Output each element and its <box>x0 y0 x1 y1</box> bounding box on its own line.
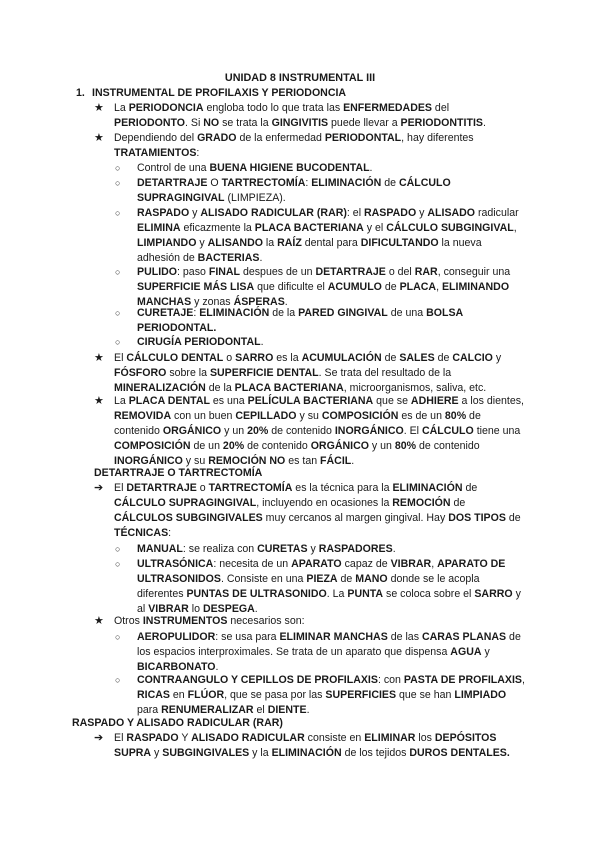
text-run: y <box>189 207 201 219</box>
bold-text-run: ALISADO <box>427 207 476 219</box>
bold-text-run: RICAS <box>137 689 170 701</box>
text-run: y <box>416 207 428 219</box>
text-run: . <box>215 661 219 673</box>
sub-item-text <box>137 206 525 266</box>
bold-text-run: SUPERFICIES <box>325 689 397 701</box>
text-run: es una <box>209 395 248 407</box>
sub-item-text <box>137 673 525 718</box>
circle-bullet-icon: ○ <box>115 208 121 218</box>
bold-text-run: BUENA HIGIENE BUCODENTAL <box>209 162 370 174</box>
text-run: . <box>392 543 396 555</box>
text-run: de una <box>387 307 427 319</box>
bold-text-run: ELIMINACIÓN <box>199 307 270 319</box>
text-run: y su <box>296 410 322 422</box>
text-run: sobre la <box>166 367 210 379</box>
paragraph-text <box>114 481 524 541</box>
text-run: que dificulte el <box>254 281 328 293</box>
bold-text-run: INSTRUMENTOS <box>142 615 228 627</box>
bold-text-run: PLACA DENTAL <box>128 395 210 407</box>
paragraph-text <box>114 351 524 396</box>
text-run: . <box>260 336 264 348</box>
text-run: y <box>196 237 208 249</box>
text-run: y <box>307 543 319 555</box>
text-run: necesarios son: <box>227 615 305 627</box>
bold-text-run: TÉCNICAS <box>114 527 169 539</box>
bold-text-run: SUPERFICIE MÁS LISA <box>137 281 255 293</box>
text-run: dental para <box>301 237 361 249</box>
text-run: . <box>306 704 310 716</box>
text-run: O <box>207 177 222 189</box>
bold-text-run: CÁLCULOS SUBGINGIVALES <box>114 512 263 524</box>
text-run: de la <box>205 382 235 394</box>
bold-text-run: APARATO <box>291 558 342 570</box>
bold-text-run: PELÍCULA BACTERIANA <box>247 395 374 407</box>
bold-text-run: CÁLCULO SUPRAGINGIVAL <box>114 497 257 509</box>
star-bullet-icon: ★ <box>94 615 104 627</box>
bold-text-run: 80% <box>444 410 467 422</box>
star-bullet-icon: ★ <box>94 395 104 407</box>
bold-text-run: PUNTAS DE ULTRASONIDO <box>186 588 327 600</box>
text-run: y al <box>137 588 521 615</box>
text-run: , <box>521 674 525 686</box>
text-run: consiste en <box>304 732 365 744</box>
bold-text-run: BACTERIAS <box>197 252 260 264</box>
bold-text-run: LIMPIADO <box>454 689 507 701</box>
bold-text-run: DEPÓSITOS SUPRA <box>114 732 497 759</box>
bold-text-run: ENFERMEDADES <box>343 102 432 114</box>
arrow-bullet-icon: ➔ <box>94 732 104 744</box>
text-run: . La <box>326 588 348 600</box>
arrow-item-raspado <box>94 731 524 761</box>
section-number: 1. <box>76 87 85 99</box>
bold-text-run: DIENTE <box>267 704 307 716</box>
bold-text-run: MANUAL <box>137 543 183 555</box>
text-run: Dependiendo del <box>114 132 198 144</box>
bold-text-run: 20% <box>222 440 245 452</box>
text-run: (LIMPIEZA). <box>224 192 286 204</box>
text-run: , incluyendo en ocasiones la <box>256 497 393 509</box>
text-run: : necesita de un <box>213 558 292 570</box>
document-title: UNIDAD 8 INSTRUMENTAL III <box>224 72 376 84</box>
text-run: : paso <box>177 266 209 278</box>
sub-bullet-cirugia <box>115 335 525 350</box>
bold-text-run: CALCIO <box>452 352 493 364</box>
bold-text-run: AGUA <box>450 646 482 658</box>
bold-text-run: VIBRAR <box>390 558 432 570</box>
paragraph-text <box>114 131 524 161</box>
bold-text-run: RASPADO <box>126 732 179 744</box>
bold-text-run: PERIODONCIA <box>128 102 204 114</box>
text-run: lo <box>188 603 203 615</box>
section-heading-1 <box>76 86 346 101</box>
sub-bullet-contraangulo <box>115 673 525 718</box>
bold-text-run: CIRUGÍA PERIODONTAL <box>137 336 261 348</box>
text-run: Y <box>178 732 192 744</box>
bold-text-run: FÓSFORO <box>114 367 167 379</box>
section-heading-text: INSTRUMENTAL DE PROFILAXIS Y PERIODONCIA <box>92 87 347 99</box>
text-run: : con <box>377 674 404 686</box>
text-run: de contenido <box>268 425 335 437</box>
sub-item-text <box>137 335 525 350</box>
bold-text-run: 80% <box>394 440 417 452</box>
bold-text-run: BOLSA PERIODONTAL. <box>137 307 463 334</box>
text-run: y el <box>363 222 387 234</box>
text-run: : <box>168 527 172 539</box>
bold-text-run: CÁLCULO SUPRAGINGIVAL <box>137 177 451 204</box>
bold-text-run: CÁLCULO SUBGINGIVAL <box>386 222 514 234</box>
bold-text-run: PIEZA <box>306 573 338 585</box>
text-run: La <box>114 395 129 407</box>
text-run: y zonas <box>191 296 234 308</box>
sub-item-text <box>137 161 525 176</box>
bold-text-run: RENUMERALIZAR <box>161 704 254 716</box>
bold-text-run: INORGÁNICO <box>334 425 404 437</box>
text-run: del <box>431 102 450 114</box>
text-run: puede llevar a <box>328 117 401 129</box>
text-run: es la técnica para la <box>292 482 393 494</box>
circle-bullet-icon: ○ <box>115 632 121 642</box>
text-run: de <box>505 512 521 524</box>
bold-text-run: CONTRAANGULO Y CEPILLOS DE PROFILAXIS <box>137 674 378 686</box>
sub-bullet-pulido <box>115 265 525 310</box>
paragraph-text <box>114 731 524 761</box>
text-run: se coloca sobre el <box>383 588 475 600</box>
text-run: . <box>259 252 263 264</box>
text-run: . <box>369 162 373 174</box>
text-run: de los tejidos <box>341 747 410 759</box>
text-run: la nueva adhesión de <box>137 237 482 264</box>
text-run: con un buen <box>171 410 236 422</box>
bold-text-run: COMPOSICIÓN <box>114 440 191 452</box>
circle-bullet-icon: ○ <box>115 308 121 318</box>
bold-text-run: FÁCIL <box>320 455 352 467</box>
subheading-raspado: RASPADO Y ALISADO RADICULAR (RAR) <box>72 717 283 729</box>
sub-item-text <box>137 176 525 206</box>
bold-text-run: PASTA DE PROFILAXIS <box>403 674 522 686</box>
bold-text-run: ORGÁNICO <box>310 440 369 452</box>
bold-text-run: ELIMINACIÓN <box>271 747 342 759</box>
arrow-item-detartraje <box>94 481 524 541</box>
text-run: y <box>151 747 163 759</box>
bold-text-run: SALES <box>399 352 435 364</box>
bold-text-run: PERIODONTITIS <box>400 117 483 129</box>
paragraph-text <box>114 614 524 629</box>
bold-text-run: FINAL <box>208 266 241 278</box>
text-run: de <box>450 497 466 509</box>
bold-text-run: 20% <box>247 425 269 437</box>
text-run: . <box>284 296 288 308</box>
text-run: de la <box>269 307 299 319</box>
text-run: la <box>262 237 278 249</box>
text-run: . Si <box>185 117 204 129</box>
bold-text-run: BICARBONATO <box>137 661 216 673</box>
bold-text-run: AEROPULIDOR <box>137 631 216 643</box>
bold-text-run: ADHIERE <box>410 395 459 407</box>
bold-text-run: CÁLCULO DENTAL <box>126 352 224 364</box>
bold-text-run: GINGIVITIS <box>271 117 329 129</box>
text-run: de los espacios interproximales. Se trata de un aparato que dispensa <box>137 631 521 658</box>
bold-text-run: PLACA <box>399 281 437 293</box>
text-run: radicular <box>475 207 519 219</box>
bold-text-run: LIMPIANDO <box>137 237 197 249</box>
paragraph-text <box>114 101 524 131</box>
bold-text-run: MINERALIZACIÓN <box>114 382 206 394</box>
bold-text-run: ALISADO RADICULAR <box>191 732 305 744</box>
text-run: tiene una <box>473 425 521 437</box>
bold-text-run: DUROS DENTALES. <box>409 747 510 759</box>
text-run: La <box>114 102 129 114</box>
star-bullet-icon: ★ <box>94 132 104 144</box>
text-run: El <box>114 352 127 364</box>
bullet-calculo <box>94 351 524 396</box>
bold-text-run: REMOCIÓN NO <box>208 455 286 467</box>
bold-text-run: VIBRAR <box>148 603 189 615</box>
text-run: el <box>253 704 268 716</box>
text-run: de <box>337 573 356 585</box>
text-run: : se usa para <box>215 631 280 643</box>
text-run: , <box>513 222 517 234</box>
bold-text-run: PULIDO <box>137 266 178 278</box>
bold-text-run: SARRO <box>474 588 513 600</box>
bold-text-run: CARAS PLANAS <box>421 631 507 643</box>
bold-text-run: REMOVIDA <box>114 410 172 422</box>
sub-item-text <box>137 265 525 310</box>
sub-item-text <box>137 542 525 557</box>
bold-text-run: PLACA BACTERIANA <box>234 382 344 394</box>
arrow-bullet-icon: ➔ <box>94 482 104 494</box>
circle-bullet-icon: ○ <box>115 675 121 685</box>
text-run: de contenido <box>114 410 481 437</box>
sub-item-text <box>137 557 525 617</box>
bold-text-run: CURETAS <box>257 543 308 555</box>
bold-text-run: RAÍZ <box>277 237 302 249</box>
bold-text-run: ELIMINAR MANCHAS <box>279 631 388 643</box>
text-run: se trata la <box>219 117 272 129</box>
text-run: : <box>196 147 200 159</box>
text-run: . <box>482 117 486 129</box>
bold-text-run: PUNTA <box>347 588 384 600</box>
text-run: que se han <box>396 689 455 701</box>
text-run: capaz de <box>341 558 391 570</box>
circle-bullet-icon: ○ <box>115 178 121 188</box>
bold-text-run: ACUMULO <box>327 281 382 293</box>
text-run: . <box>351 455 355 467</box>
text-run: de un <box>190 440 223 452</box>
bold-text-run: SUPERFICIE DENTAL <box>209 367 319 379</box>
bold-text-run: CURETAJE <box>137 307 194 319</box>
text-run: y <box>481 646 490 658</box>
circle-bullet-icon: ○ <box>115 337 121 347</box>
text-run: : el <box>346 207 364 219</box>
text-run: y la <box>249 747 272 759</box>
text-run: muy cercanos al margen gingival. Hay <box>262 512 449 524</box>
bold-text-run: APARATO DE ULTRASONIDOS <box>137 558 506 585</box>
text-run: , <box>431 558 438 570</box>
bold-text-run: ALISADO RADICULAR (RAR) <box>200 207 347 219</box>
bold-text-run: CEPILLADO <box>235 410 297 422</box>
star-bullet-icon: ★ <box>94 352 104 364</box>
bold-text-run: CÁLCULO <box>421 425 474 437</box>
bold-text-run: RASPADO <box>137 207 190 219</box>
paragraph-text <box>114 394 524 469</box>
text-run: es de un <box>398 410 445 422</box>
text-run: es tan <box>285 455 321 467</box>
circle-bullet-icon: ○ <box>115 544 121 554</box>
bold-text-run: REMOCIÓN <box>392 497 451 509</box>
bold-text-run: ELIMINACIÓN <box>392 482 463 494</box>
text-run: despues de un <box>240 266 316 278</box>
text-run: de <box>434 352 453 364</box>
text-run: , microorganismos, saliva, etc. <box>343 382 487 394</box>
text-run: El <box>114 732 127 744</box>
bold-text-run: PARED GINGIVAL <box>298 307 388 319</box>
bold-text-run: RAR <box>414 266 438 278</box>
bold-text-run: PERIODONTAL <box>324 132 402 144</box>
bullet-periodoncia <box>94 101 524 131</box>
bold-text-run: RASPADORES <box>318 543 393 555</box>
text-run: a los dientes, <box>458 395 524 407</box>
text-run: : <box>305 177 312 189</box>
text-run: los <box>415 732 435 744</box>
text-run: , que se pasa por las <box>224 689 326 701</box>
bold-text-run: FLÚOR <box>187 689 225 701</box>
text-run: de <box>381 281 400 293</box>
text-run: de contenido <box>244 440 311 452</box>
text-run: es la <box>273 352 302 364</box>
text-run: . Consiste en una <box>220 573 307 585</box>
text-run: , hay diferentes <box>401 132 474 144</box>
bullet-placa <box>94 394 524 469</box>
text-run: en <box>169 689 188 701</box>
bold-text-run: DESPEGA <box>202 603 255 615</box>
circle-bullet-icon: ○ <box>115 267 121 277</box>
text-run: . El <box>403 425 422 437</box>
bold-text-run: TARTRECTOMÍA <box>221 177 306 189</box>
text-run: eficazmente la <box>180 222 255 234</box>
text-run: y un <box>221 425 248 437</box>
star-bullet-icon: ★ <box>94 102 104 114</box>
bold-text-run: GRADO <box>197 132 237 144</box>
bold-text-run: ELIMINAR <box>364 732 416 744</box>
bold-text-run: ÁSPERAS <box>233 296 285 308</box>
bold-text-run: MANO <box>355 573 388 585</box>
text-run: o <box>223 352 236 364</box>
sub-bullet-aeropulidor <box>115 630 525 675</box>
bold-text-run: ELIMINACIÓN <box>311 177 382 189</box>
text-run: donde se le acopla diferentes <box>137 573 480 600</box>
circle-bullet-icon: ○ <box>115 163 121 173</box>
bullet-otros-instrumentos <box>94 614 524 629</box>
text-run: o <box>196 482 209 494</box>
bold-text-run: COMPOSICIÓN <box>321 410 399 422</box>
text-run: , conseguir una <box>437 266 511 278</box>
bold-text-run: SARRO <box>235 352 274 364</box>
text-run: . Se trata del resultado de la <box>318 367 452 379</box>
text-run: para <box>137 704 162 716</box>
bold-text-run: DETARTRAJE <box>315 266 386 278</box>
text-run: de las <box>387 631 422 643</box>
bold-text-run: DETARTRAJE <box>137 177 208 189</box>
text-run: de <box>381 352 400 364</box>
text-run: de contenido <box>416 440 480 452</box>
text-run: . <box>254 603 258 615</box>
bold-text-run: PERIODONTO <box>114 117 186 129</box>
sub-bullet-curetaje <box>115 306 525 336</box>
text-run: y <box>492 352 502 364</box>
bold-text-run: SUBGINGIVALES <box>162 747 250 759</box>
text-run: o del <box>385 266 415 278</box>
text-run: que se <box>373 395 411 407</box>
text-run: y un <box>368 440 395 452</box>
bold-text-run: RASPADO <box>364 207 417 219</box>
text-run: de <box>381 177 399 189</box>
sub-bullet-detartraje <box>115 176 525 206</box>
text-run: El <box>114 482 127 494</box>
sub-item-text <box>137 630 525 675</box>
text-run: Control de una <box>137 162 210 174</box>
text-run: Otros <box>114 615 143 627</box>
sub-bullet-ultrasonica <box>115 557 525 617</box>
bold-text-run: ELIMINA <box>137 222 181 234</box>
bold-text-run: ELIMINANDO MANCHAS <box>137 281 510 308</box>
text-run: de <box>462 482 478 494</box>
bold-text-run: ALISANDO <box>207 237 263 249</box>
bold-text-run: PLACA BACTERIANA <box>254 222 364 234</box>
sub-bullet-manual <box>115 542 525 557</box>
text-run: de la enfermedad <box>236 132 325 144</box>
bullet-tratamientos <box>94 131 524 161</box>
sub-item-text <box>137 306 525 336</box>
text-run: : <box>193 307 200 319</box>
bold-text-run: DOS TIPOS <box>448 512 506 524</box>
bold-text-run: DETARTRAJE <box>126 482 197 494</box>
text-run: : se realiza con <box>182 543 258 555</box>
bold-text-run: TARTRECTOMÍA <box>208 482 293 494</box>
sub-bullet-higiene <box>115 161 525 176</box>
bold-text-run: DIFICULTANDO <box>360 237 439 249</box>
bold-text-run: ORGÁNICO <box>162 425 222 437</box>
subheading-detartraje: DETARTRAJE O TARTRECTOMÍA <box>94 467 263 479</box>
bold-text-run: TRATAMIENTOS <box>114 147 197 159</box>
bold-text-run: NO <box>203 117 220 129</box>
circle-bullet-icon: ○ <box>115 559 121 569</box>
text-run: y su <box>182 455 209 467</box>
bold-text-run: ACUMULACIÓN <box>301 352 382 364</box>
bold-text-run: ULTRASÓNICA <box>137 558 214 570</box>
text-run: engloba todo lo que trata las <box>203 102 344 114</box>
text-run: , <box>436 281 442 293</box>
sub-bullet-raspado <box>115 206 525 266</box>
bold-text-run: INORGÁNICO <box>114 455 183 467</box>
